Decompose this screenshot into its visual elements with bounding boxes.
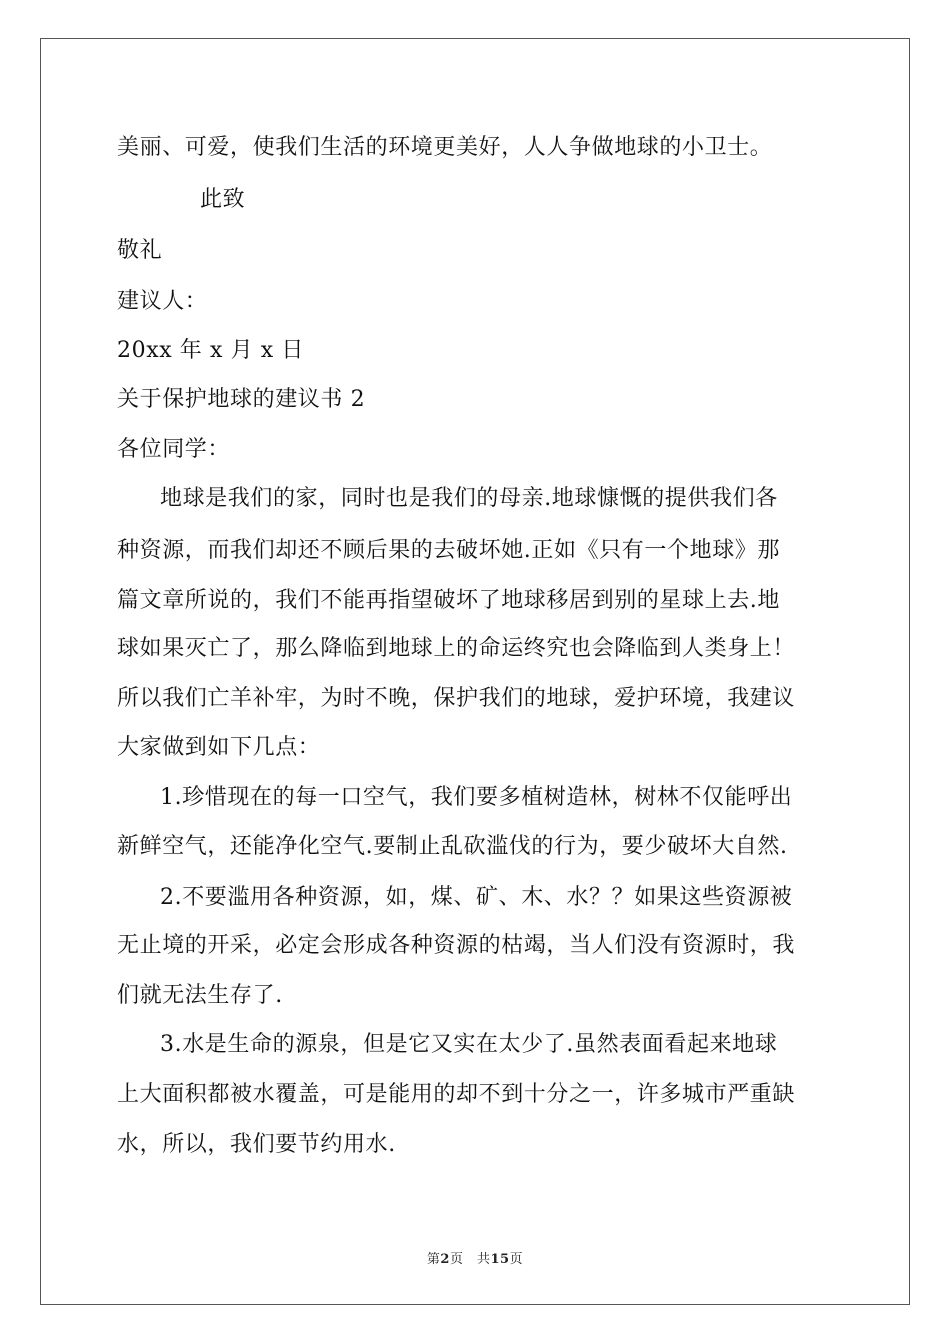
- footer-middle: 页 共: [449, 1252, 491, 1267]
- paragraph-line: 种资源，而我们却还不顾后果的去破坏她.正如《只有一个地球》那: [117, 538, 780, 563]
- section-title: 关于保护地球的建议书 2: [117, 387, 366, 412]
- list-item-1-line: 1.珍惜现在的每一口空气，我们要多植树造林，树林不仅能呼出: [160, 785, 793, 810]
- paragraph-line: 篇文章所说的，我们不能再指望破坏了地球移居到别的星球上去.地: [117, 588, 780, 613]
- paragraph-line: 球如果灭亡了，那么降临到地球上的命运终究也会降临到人类身上！: [117, 636, 796, 661]
- page-footer: [0, 1248, 950, 1267]
- list-item-2-line: 2.不要滥用各种资源，如，煤、矿、木、水？？如果这些资源被: [160, 885, 793, 910]
- paragraph-line: 所以我们亡羊补牢，为时不晚，保护我们的地球，爱护环境，我建议: [117, 686, 796, 711]
- paragraph-line: 大家做到如下几点：: [117, 735, 321, 760]
- list-item-3-line: 上大面积都被水覆盖，可是能用的却不到十分之一，许多城市严重缺: [117, 1082, 796, 1107]
- total-pages-number: 15: [490, 1252, 510, 1267]
- list-item-3-line: 3.水是生命的源泉，但是它又实在太少了.虽然表面看起来地球: [160, 1032, 778, 1057]
- page-border: [40, 38, 910, 1305]
- list-item-1-line: 新鲜空气，还能净化空气.要制止乱砍滥伐的行为，要少破坏大自然.: [117, 834, 788, 859]
- footer-prefix: 第: [426, 1252, 441, 1267]
- salutation: 各位同学：: [117, 437, 231, 462]
- text-line: 美丽、可爱，使我们生活的环境更美好，人人争做地球的小卫士。: [117, 135, 773, 160]
- date-line: 20xx 年 x 月 x 日: [117, 338, 304, 363]
- list-item-2-line: 们就无法生存了.: [117, 983, 283, 1008]
- closing-ci-zhi: 此致: [200, 187, 246, 212]
- list-item-2-line: 无止境的开采，必定会形成各种资源的枯竭，当人们没有资源时，我: [117, 933, 796, 958]
- footer-suffix: 页: [509, 1252, 524, 1267]
- paragraph-line: 地球是我们的家，同时也是我们的母亲.地球慷慨的提供我们各: [160, 486, 778, 511]
- signature-label: 建议人：: [117, 289, 208, 314]
- current-page-number: 2: [440, 1252, 450, 1267]
- closing-jing-li: 敬礼: [117, 238, 163, 263]
- list-item-3-line: 水，所以，我们要节约用水.: [117, 1132, 396, 1157]
